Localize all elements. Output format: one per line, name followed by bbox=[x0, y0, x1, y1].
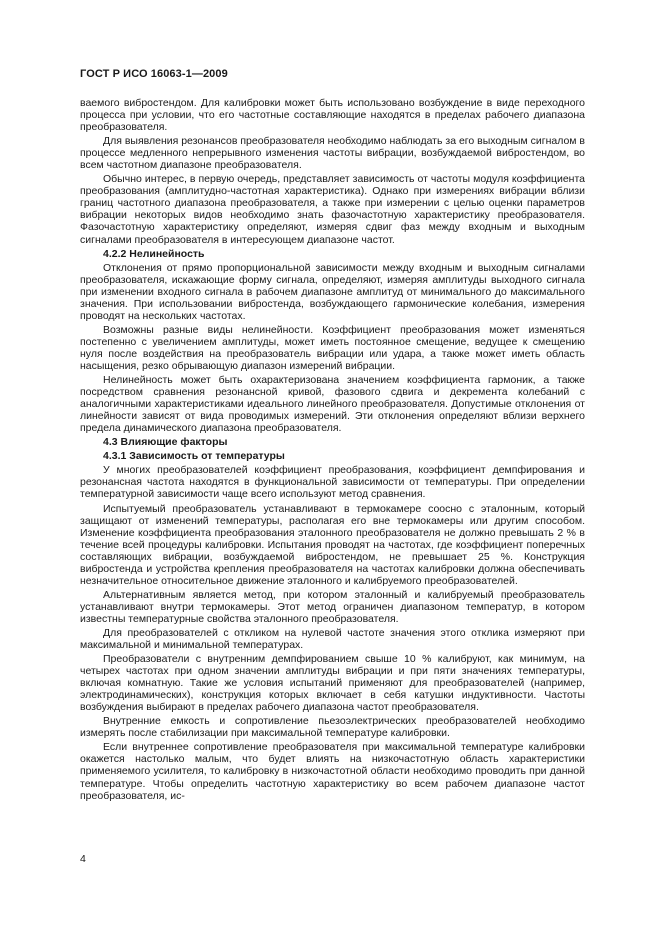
document-body bbox=[80, 97, 585, 804]
paragraph: Внутренние емкость и сопротивление пьезоэлектрических преобразователей необходимо измерять после стабилизации при максимальной температуре калибровки. bbox=[80, 715, 585, 740]
section-heading: 4.3.1 Зависимость от температуры bbox=[103, 450, 285, 463]
paragraph: Если внутреннее сопротивление преобразователя при максимальной температуре калибровки окажется настолько малым, что будет влиять на низкочастотную область характеристики применяемого усилителя, то калибровку в низкочастотной области необходимо проводить при данной температуре. Чтобы определить частотную характеристику во всем рабочем диапазоне частот преобразователя, ис- bbox=[80, 741, 585, 802]
paragraph: Отклонения от прямо пропорциональной зависимости между входным и выходным сигналами преобразователя, искажающие форму сигнала, определяют, измеряя амплитуды выходного сигнала при изменении входного сигнала в рабочем диапазоне амплитуд от минимального до максимального значения. При использовании вибростенда, возбуждающего гармонические колебания, измерения проводят на нескольких частотах. bbox=[80, 261, 585, 322]
paragraph: Альтернативным является метод, при котором эталонный и калибруемый преобразователь устанавливают внутри термокамеры. Этот метод ограничен диапазоном температур, в котором известны температурные свойства эталонного преобразователя. bbox=[80, 588, 585, 625]
paragraph: Для преобразователей с откликом на нулевой частоте значения этого отклика измеряют при максимальной и минимальной температурах. bbox=[80, 626, 585, 652]
paragraph: ваемого вибростендом. Для калибровки может быть использовано возбуждение в виде переходного процесса при условии, что его частотные составляющие находятся в пределах рабочего диапазона преобразователя. bbox=[80, 97, 585, 134]
paragraph: Для выявления резонансов преобразователя необходимо наблюдать за его выходным сигналом в процессе медленного непрерывного изменения частоты вибрации, возбуждаемой вибростендом, во всем частотном диапазоне преобразователя. bbox=[80, 135, 586, 172]
page-number: 4 bbox=[80, 853, 86, 865]
paragraph: Обычно интерес, в первую очередь, представляет зависимость от частоты модуля коэффициента преобразования (амплитудно-частотная характеристика). Однако при измерениях вибрации вблизи границ частотного диапазона преобразователя, а также при измерении с целью оценки параметров вибрации некоторых видов необходимо знать фазочастотную характеристику преобразователя. Фазочастотную характеристику определяют, измеряя сдвиг фаз между входным и выходным сигналами преобразователя в интересующем диапазоне частот. bbox=[80, 173, 585, 246]
paragraph: У многих преобразователей коэффициент преобразования, коэффициент демпфирования и резонансная частота находятся в функциональной зависимости от температуры. При определении температурной зависимости чаще всего используют метод сравнения. bbox=[80, 464, 585, 501]
document-header: ГОСТ Р ИСО 16063-1—2009 bbox=[80, 68, 228, 80]
section-heading: 4.3 Влияющие факторы bbox=[103, 436, 228, 449]
section-heading: 4.2.2 Нелинейность bbox=[103, 247, 205, 260]
paragraph: Возможны разные виды нелинейности. Коэффициент преобразования может изменяться постепенно с увеличением амплитуды, может иметь постоянное смещение, ведущее к смещению нуля после воздействия на преобразователь вибрации или удара, а также может иметь область насыщения, резко обрывающую диапазон измерений вибрации. bbox=[80, 323, 585, 372]
paragraph: Преобразователи с внутренним демпфированием свыше 10 % калибруют, как минимум, на четырех частотах при одном значении амплитуды вибрации и при пяти значениях температуры, включая комнатную. Такие же условия испытаний применяют для преобразователей (например, электродинамических), конструкция которых включает в себя катушки индуктивности. Частоты возбуждения выбирают в пределах рабочего диапазона частот преобразователя. bbox=[80, 653, 585, 714]
paragraph: Нелинейность может быть охарактеризована значением коэффициента гармоник, а также посредством сравнения резонансной кривой, фазового сдвига и декремента колебаний с аналогичными характеристиками идеального линейного преобразователя. Допустимые отклонения от линейности зависят от вида проводимых измерений. Эти отклонения определяют вблизи верхнего предела динамического диапазона преобразователя. bbox=[80, 374, 585, 435]
paragraph: Испытуемый преобразователь устанавливают в термокамере соосно с эталонным, который защищают от изменений температуры, располагая его вне термокамеры или другим способом. Изменение коэффициента преобразования эталонного преобразователя не должно превышать 2 % в течение всей процедуры калибровки. Испытания проводят на частотах, где коэффициент поперечных составляющих вибрации, возбуждаемой вибростендом, не превышает 25 %. Конструкция вибростенда и устройства крепления преобразователя на частотах калибровки должна обеспечивать незначительное относительное движение эталонного и калибруемого преобразователей. bbox=[80, 502, 585, 587]
